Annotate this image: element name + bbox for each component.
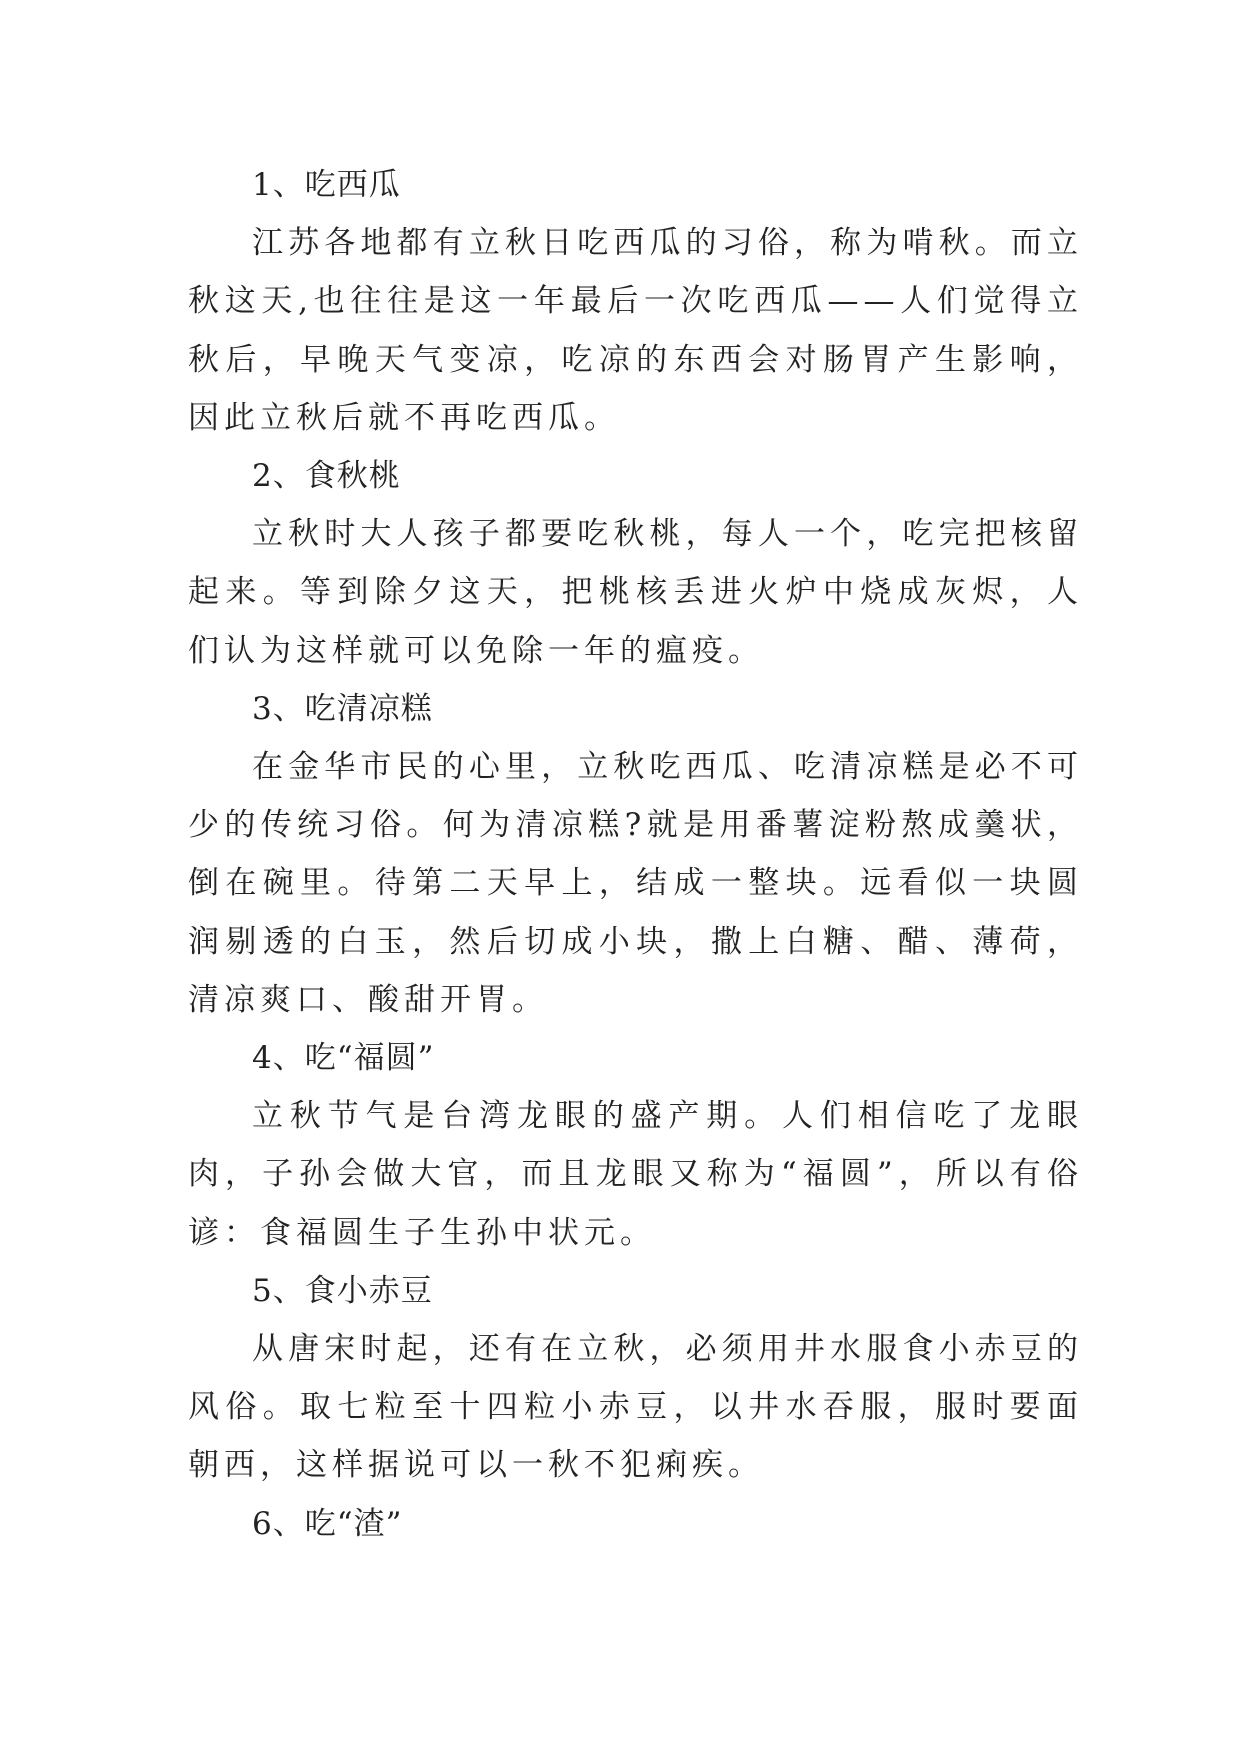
section-paragraph-cool-cake: 在金华市民的心里，立秋吃西瓜、吃清凉糕是必不可少的传统习俗。何为清凉糕?就是用番薯淀粉熬成羹状，倒在碗里。待第二天早上，结成一整块。远看似一块圆润剔透的白玉，然后切成小块，撒上白糖、醋、薄荷，清凉爽口、酸甜开胃。	[188, 749, 1083, 1018]
section-paragraph-longan: 立秋节气是台湾龙眼的盛产期。人们相信吃了龙眼肉，子孙会做大官，而且龙眼又称为“福圆”，所以有俗谚：食福圆生子生孙中状元。	[188, 1098, 1083, 1251]
section-paragraph-watermelon: 江苏各地都有立秋日吃西瓜的习俗，称为啃秋。而立秋这天,也往往是这一年最后一次吃西瓜——人们觉得立秋后，早晚天气变凉，吃凉的东西会对肠胃产生影响，因此立秋后就不再吃西瓜。	[188, 225, 1083, 436]
section-heading-red-bean: 5、食小赤豆	[252, 1272, 433, 1309]
document-body	[188, 156, 1083, 1553]
section-heading-autumn-peach: 2、食秋桃	[252, 458, 401, 495]
section-heading-zha: 6、吃“渣”	[252, 1505, 403, 1542]
section-heading-cool-cake: 3、吃清凉糕	[252, 690, 433, 727]
section-heading-watermelon: 1、吃西瓜	[252, 167, 401, 203]
section-heading-longan: 4、吃“福圆”	[252, 1040, 435, 1077]
section-paragraph-autumn-peach: 立秋时大人孩子都要吃秋桃，每人一个，吃完把核留起来。等到除夕这天，把桃核丢进火炉中烧成灰烬，人们认为这样就可以免除一年的瘟疫。	[188, 516, 1083, 669]
section-paragraph-red-bean: 从唐宋时起，还有在立秋，必须用井水服食小赤豆的风俗。取七粒至十四粒小赤豆，以井水吞服，服时要面朝西，这样据说可以一秋不犯痢疾。	[188, 1331, 1083, 1484]
